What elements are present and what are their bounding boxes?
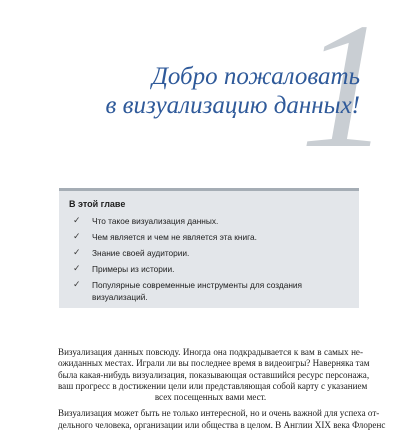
body-line: ожиданных местах. Играли ли вы последнее время в видеоигры? Наверняка там <box>58 358 370 369</box>
body-line: Визуализация данных повсюду. Иногда она подкрадывается к вам в самых не- <box>58 347 363 357</box>
list-item-text: Знание своей аудитории. <box>92 248 190 258</box>
body-text <box>58 347 386 431</box>
list-item-text: Примеры из истории. <box>92 264 175 274</box>
overview-heading: В этой главе <box>69 199 126 209</box>
list-item-text: Что такое визуализация данных. <box>92 216 219 226</box>
body-paragraph-1 <box>58 347 370 403</box>
chapter-number: 1 <box>300 0 390 185</box>
list-item-text: Популярные современные инструменты для создания визуализаций. <box>92 280 303 302</box>
list-item <box>69 279 349 303</box>
chapter-overview-box <box>59 188 359 308</box>
check-icon: ✓ <box>73 232 81 242</box>
chapter-title-line-2: в визуализацию данных! <box>105 92 360 119</box>
body-line: всех посещенных вами мест. <box>154 392 267 403</box>
overview-list <box>69 215 349 303</box>
list-item <box>69 215 349 227</box>
body-line: ваш прогресс в достижении цели или представляющая собой карту с указанием <box>58 380 368 391</box>
list-item <box>69 231 349 243</box>
list-item <box>69 263 349 275</box>
check-icon: ✓ <box>73 248 81 258</box>
list-item <box>69 247 349 259</box>
body-line: была какая-нибудь визуализация, показывающая оставшийся ресурс персонажа, <box>58 369 370 380</box>
list-item-text: Чем является и чем не является эта книга. <box>92 232 257 242</box>
body-paragraph-2 <box>58 408 386 431</box>
chapter-title <box>106 62 360 120</box>
check-icon: ✓ <box>73 216 81 226</box>
chapter-title-line-1: Добро пожаловать <box>151 63 360 90</box>
body-line: Визуализация может быть не только интересной, но и очень важной для успеха от- <box>58 408 380 419</box>
check-icon: ✓ <box>73 280 81 290</box>
body-line: дельного человека, организации или общества в целом. В Англии XIX века Флоренс <box>58 419 386 430</box>
check-icon: ✓ <box>73 264 81 274</box>
